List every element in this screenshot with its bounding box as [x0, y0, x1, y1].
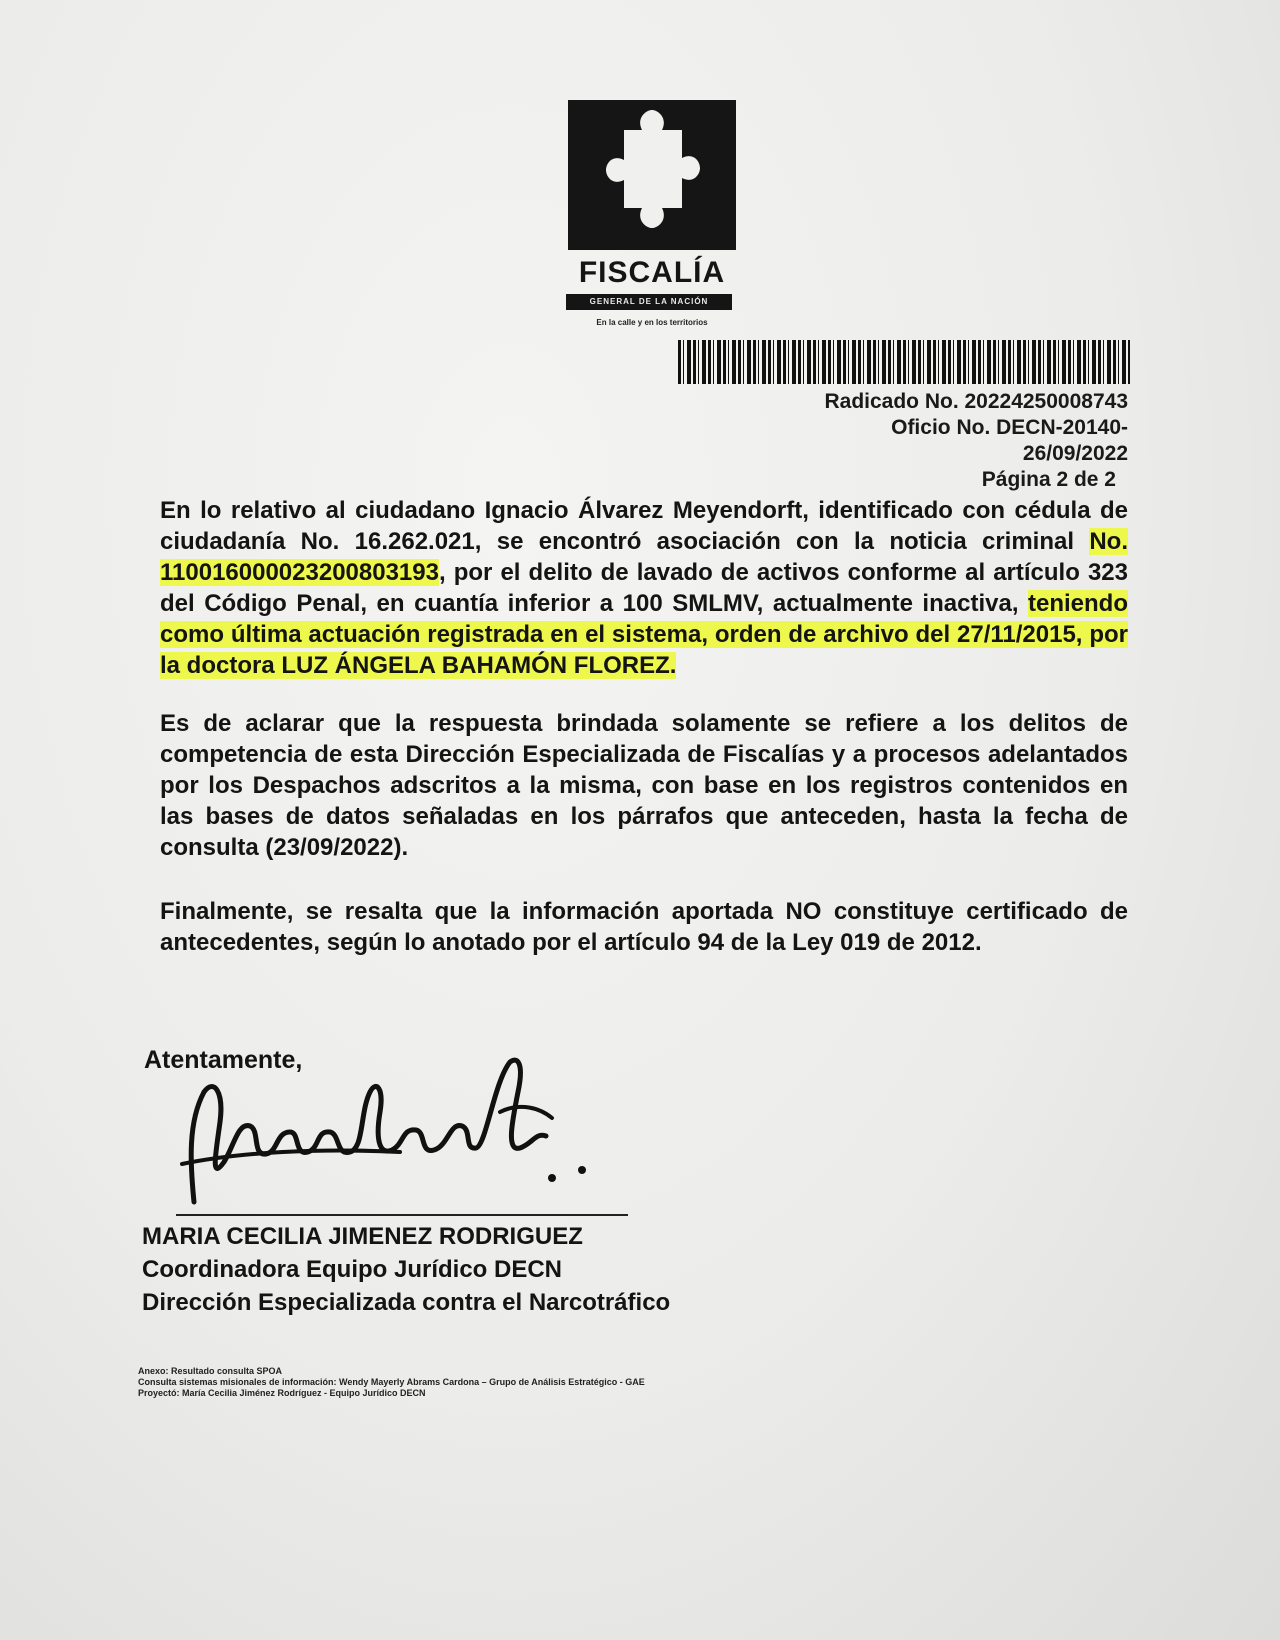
p1-highlight-archive: teniendo como última actuación registrada en el sistema, orden de archivo del 27/11/2015, por la doctora LUZ ÁNGELA BAHAMÓN FLOREZ. [160, 590, 1128, 679]
footer-line-2: Consulta sistemas misionales de información: Wendy Mayerly Abrams Cardona – Grupo de Análisis Estratégico - GAE [138, 1377, 645, 1387]
handwritten-signature [180, 1052, 620, 1222]
p1-highlight-case-number: No. 110016000023200803193 [160, 528, 1128, 586]
logo-subtitle: GENERAL DE LA NACIÓN [566, 294, 732, 310]
p1-part-c: , por el delito de lavado de activos conforme al artículo 323 del Código Penal, en cuantía inferior a 100 SMLMV, actualmente inactiva, [160, 559, 1128, 617]
signature-line [176, 1214, 628, 1216]
logo-motto: En la calle y en los territorios [596, 318, 708, 327]
paragraph-1 [160, 495, 1128, 681]
closing: Atentamente, [144, 1046, 303, 1074]
signer-office: Dirección Especializada contra el Narcotráfico [142, 1289, 671, 1316]
signer-role: Coordinadora Equipo Jurídico DECN [142, 1256, 563, 1283]
puzzle-piece-icon [602, 108, 702, 240]
radicado-number: Radicado No. 20224250008743 [824, 390, 1128, 413]
footer-line-3: Proyectó: María Cecilia Jiménez Rodríguez - Equipo Jurídico DECN [138, 1388, 426, 1398]
oficio-number: Oficio No. DECN-20140- [891, 416, 1128, 439]
signer-block [142, 1220, 670, 1319]
barcode [678, 340, 1130, 384]
logo-wordmark: FISCALÍA [578, 256, 726, 289]
oficio-date: 26/09/2022 [1022, 442, 1128, 465]
page-number: Página 2 de 2 [981, 468, 1116, 491]
paragraph-3: Finalmente, se resalta que la información aportada NO constituye certificado de antecedentes, según lo anotado por el artículo 94 de la Ley 019 de 2012. [160, 898, 1128, 956]
p1-part-a: En lo relativo al ciudadano Ignacio Álvarez Meyendorft, identificado con cédula de ciudadanía No. 16.262.021, se encontró asociación con la noticia criminal [160, 497, 1128, 555]
paragraph-2: Es de aclarar que la respuesta brindada solamente se refiere a los delitos de competencia de esta Dirección Especializada de Fiscalías y a procesos adelantados por los Despachos adscritos a la misma, con base en los registros contenidos en las bases de datos señaladas en los párrafos que anteceden, hasta la fecha de consulta (23/09/2022). [160, 710, 1128, 861]
footer-notes [138, 1366, 645, 1399]
footer-line-1: Anexo: Resultado consulta SPOA [138, 1366, 283, 1376]
signer-name: MARIA CECILIA JIMENEZ RODRIGUEZ [142, 1223, 583, 1250]
fiscalia-logo [568, 100, 736, 250]
